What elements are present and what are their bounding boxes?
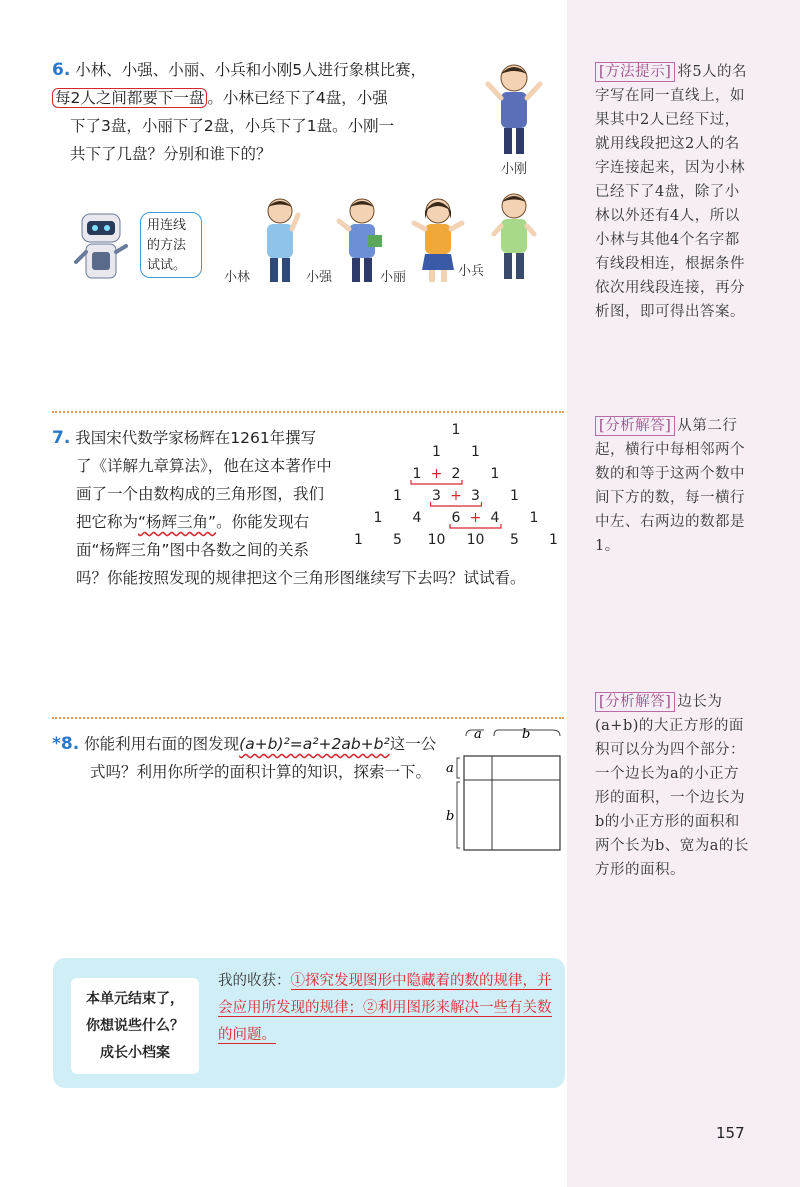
xiaogang-label: 小刚 — [500, 162, 527, 177]
summary-answer: ①探究发现图形中隐藏着的数的规律，并会应用所发现的规律；②利用图形来解决一些有关数的问题。 — [218, 973, 552, 1043]
triangle-number-r5-c5: 1 — [549, 532, 558, 548]
triangle-number-r4-c4: 1 — [529, 510, 539, 526]
xiaolin-figure-icon — [252, 195, 308, 285]
summary-prefix: 我的收获： — [218, 973, 291, 989]
hint-q8-text: 边长为(a+b)的大正方形的面积可以分为四个部分：一个边长为a的小正方形的面积，一个边长为b的小正方形的面积和两个长为b、宽为a的长方形的面积。 — [595, 694, 749, 878]
triangle-number-r4-c2: 6 — [451, 510, 461, 526]
plus-sign-r2: + — [430, 466, 443, 482]
triangle-number-r3-c0: 1 — [393, 488, 402, 504]
q8-formula: (a+b)²=a²+2ab+b² — [239, 735, 390, 753]
label-b-left: b — [446, 809, 455, 824]
q7-line2: 了《详解九章算法》，他在这本著作中 — [76, 457, 332, 475]
xiaolin-label: 小林 — [224, 270, 251, 285]
q8-line1-b: 这一公 — [389, 735, 437, 753]
robot-icon — [72, 210, 132, 290]
triangle-number-r2-c2: 1 — [490, 466, 500, 482]
triangle-number-r3-c2: 3 — [471, 488, 480, 504]
bubble-line-2: 的方法 — [147, 238, 187, 253]
triangle-number-r1-c1: 1 — [471, 444, 480, 460]
triangle-number-r5-c4: 5 — [510, 532, 519, 548]
hint-q8 — [595, 690, 750, 882]
triangle-number-r2-c0: 1 — [412, 466, 422, 482]
q7-line6: 吗？你能按照发现的规律把这个三角形图继续写下去吗？试试看。 — [76, 569, 526, 587]
xiaoqiang-label: 小强 — [306, 270, 333, 285]
label-b-top: b — [522, 728, 531, 742]
triangle-number-r4-c1: 4 — [412, 510, 422, 526]
summary-left-line-3: 成长小档案 — [100, 1044, 170, 1061]
q6-line3: 下了3盘，小丽下了2盘，小兵下了1盘。小刚一 — [70, 117, 395, 135]
robot-speech-bubble — [140, 212, 202, 278]
bubble-line-3: 试试。 — [147, 258, 187, 273]
summary-left-line-2: 你想说些什么？ — [86, 1017, 184, 1034]
hint-q7-text: 从第二行起，横行中每相邻两个数的和等于这两个数中间下方的数，每一横行中左、右两边的数都是1。 — [595, 418, 745, 554]
q8-line1-a: 你能利用右面的图发现 — [84, 735, 240, 753]
hint-q8-tag: [分析解答] — [595, 692, 675, 712]
hint-q6-tag: [方法提示] — [595, 62, 675, 82]
hint-q7-tag: [分析解答] — [595, 416, 675, 436]
xiaobing-label: 小兵 — [458, 264, 485, 279]
hint-q6-text: 将5人的名字写在同一直线上，如果其中2人已经下过，就用线段把这2人的名字连接起来，因为小林已经下了4盘，除了小林以外还有4人，所以小林与其他4个名字都有线段相连，根据条件依次用线段连接，再分析图，即可得出答案。 — [595, 64, 748, 320]
q6-line1: 小林、小强、小丽、小兵和小刚5人进行象棋比赛， — [75, 61, 427, 79]
q7-line5: 面“杨辉三角”图中各数之间的关系 — [76, 541, 310, 559]
question-8 — [52, 730, 452, 786]
triangle-number-r0-c0: 1 — [451, 422, 461, 438]
character-xiaoqiang — [306, 195, 390, 285]
plus-sign-r4: + — [469, 510, 482, 526]
hint-q6 — [595, 60, 750, 324]
brace-b-left — [457, 782, 460, 848]
question-7-number: 7. — [52, 428, 71, 448]
hint-q7 — [595, 414, 750, 558]
summary-left-card — [71, 978, 199, 1074]
yanghui-triangle — [350, 420, 565, 550]
q7-line3: 画了一个由数构成的三角形图，我们 — [76, 485, 325, 503]
character-xiaoli — [380, 195, 468, 285]
divider-1 — [52, 411, 564, 413]
summary-left-line-1: 本单元结束了， — [86, 990, 184, 1007]
plus-sign-r3: + — [450, 488, 462, 504]
question-6-number: 6. — [52, 60, 71, 80]
triangle-number-r3-c1: 3 — [432, 488, 441, 504]
bubble-line-1: 用连线 — [147, 218, 187, 233]
triangle-number-r1-c0: 1 — [432, 444, 441, 460]
brace-a-left — [457, 758, 460, 778]
xiaobing-figure-icon — [486, 190, 542, 282]
q6-highlight: 每2人之间都要下一盘 — [52, 88, 207, 108]
q8-line2: 式吗？利用你所学的面积计算的知识，探索一下。 — [90, 763, 432, 781]
xiaogang-figure-icon — [484, 58, 544, 158]
triangle-number-r5-c3: 10 — [466, 532, 485, 548]
triangle-number-r4-c3: 4 — [490, 510, 500, 526]
triangle-number-r5-c1: 5 — [393, 532, 402, 548]
page-number: 157 — [716, 1124, 745, 1142]
triangle-number-r5-c2: 10 — [427, 532, 446, 548]
q6-line2-rest: 。小林已经下了4盘，小强 — [207, 89, 388, 107]
triangle-number-r4-c0: 1 — [373, 510, 383, 526]
character-xiaogang — [484, 58, 544, 177]
q7-line4-b: 。你能发现右 — [216, 513, 310, 531]
triangle-number-r5-c0: 1 — [354, 532, 363, 548]
xiaoli-label: 小丽 — [380, 270, 407, 285]
character-xiaolin — [224, 195, 308, 285]
q7-yanghui-term: “杨辉三角” — [138, 513, 217, 531]
question-6 — [52, 56, 452, 168]
q7-line1: 我国宋代数学家杨辉在1261年撰写 — [75, 429, 317, 447]
big-square — [464, 756, 560, 850]
q7-line4-a: 把它称为 — [76, 513, 139, 531]
square-diagram — [440, 728, 565, 858]
robot — [72, 210, 132, 290]
square-diagram-svg — [440, 728, 565, 858]
divider-2 — [52, 717, 564, 719]
triangle-number-r3-c3: 1 — [510, 488, 519, 504]
label-a-left: a — [446, 761, 454, 776]
summary-right — [218, 968, 558, 1049]
label-a-top: a — [474, 728, 482, 742]
character-xiaobing — [458, 190, 542, 282]
summary-panel — [53, 958, 565, 1088]
question-8-number: *8. — [52, 734, 80, 754]
triangle-number-r2-c1: 2 — [451, 466, 461, 482]
q6-line4: 共下了几盘？分别和谁下的？ — [70, 145, 272, 163]
